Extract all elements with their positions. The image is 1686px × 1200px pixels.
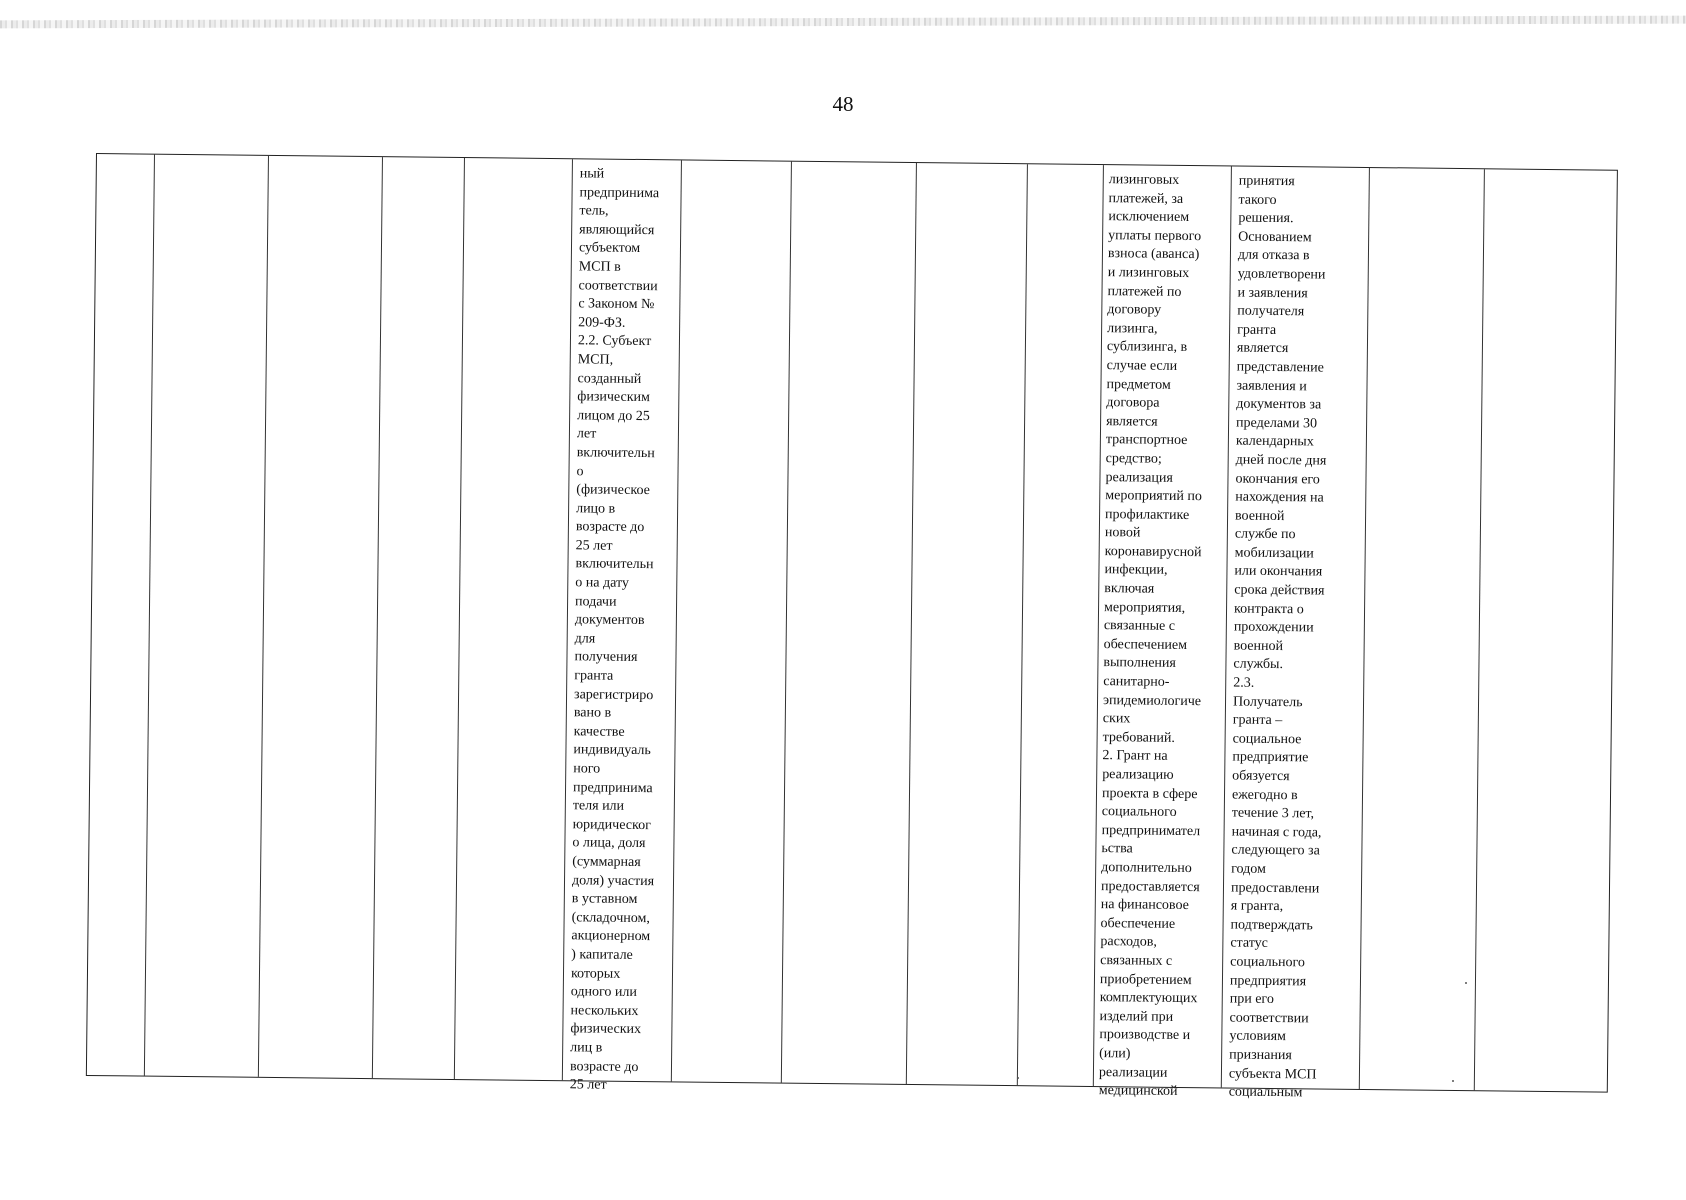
column-divider	[144, 155, 155, 1076]
column-divider	[671, 160, 682, 1081]
column-divider	[454, 158, 465, 1079]
column-divider	[906, 163, 917, 1084]
scan-speck	[1017, 1077, 1019, 1079]
table-cell-text: ный предпринима тель, являющийся субъектом МСП в соответствии с Законом № 209-ФЗ. 2.2. Субъект МСП, созданный физическим лицом до 25 лет включительн о (физическое лицо в возрасте до 25 лет включительн о на дату подачи документов для получения гранта зарегистриро вано в качестве индивидуаль ного предпринима теля или юридическог о лица, доля (суммарная доля) участия в уставном (складочном, акционерном ) капитале которых одного или нескольких физических лиц в возрасте до 25 лет	[569, 166, 660, 1093]
scan-speck	[1465, 982, 1467, 984]
scan-edge-artifact	[0, 14, 1686, 30]
table-cell-text: принятия такого решения. Основанием для отказа в удовлетворени и заявления получателя гранта является представление заявления и документов за пределами 30 календарных дней после дня окончания его нахождения на военной службе по мобилизации или окончания срока действия контракта о прохождении военной службы. 2.3. Получатель гранта – социальное предприятие обязуется ежегодно в течение 3 лет, начиная с года, следующего за годом предоставлени я гранта, подтверждать статус социального предприятия при его соответствии условиям признания субъекта МСП социальным	[1228, 173, 1327, 1101]
table-cell-text: лизинговых платежей, за исключением уплаты первого взноса (аванса) и лизинговых платежей по договору лизинга, сублизинга, в случае если предметом договора является транспортное средство; реализация мероприятий по профилактике новой коронавирусной инфекции, включая мероприятия, связанные с обеспечением выполнения санитарно- эпидемиологиче ских требований. 2. Грант на реализацию проекта в сфере социального предпринимател ьства дополнительно предоставляется на финансовое обеспечение расходов, связанных с приобретением комплектующих изделий при производстве и (или) реализации медицинской	[1098, 172, 1202, 1100]
column-divider	[1474, 169, 1485, 1090]
table-frame	[86, 153, 1618, 1101]
column-divider	[372, 157, 383, 1078]
column-divider	[1359, 168, 1370, 1089]
scan-speck	[1452, 1080, 1454, 1082]
column-divider	[1017, 164, 1028, 1085]
column-divider	[258, 156, 269, 1077]
column-divider	[781, 162, 792, 1083]
page-number: 48	[832, 92, 854, 116]
